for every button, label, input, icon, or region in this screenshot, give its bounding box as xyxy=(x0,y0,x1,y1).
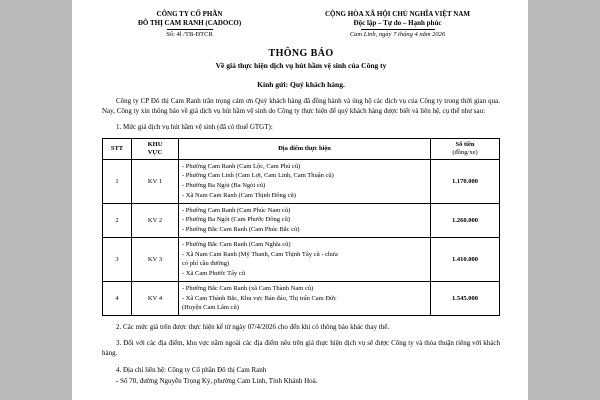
row-amount: 1.410.000 xyxy=(431,237,500,281)
section-4: 4. Địa chỉ liên hệ: Công ty Cổ phần Đô thị Cam Ranh xyxy=(116,365,267,374)
row-locations xyxy=(179,281,431,315)
table-row xyxy=(103,159,500,203)
row-stt: 4 xyxy=(103,281,132,315)
location-line: - Phường Cam Ranh (Cam Phúc Nam cũ) xyxy=(182,206,291,214)
nation-line-1: CỘNG HÒA XÃ HỘI CHỦ NGHĨA VIỆT NAM xyxy=(324,10,470,18)
row-amount: 1.260.000 xyxy=(431,203,500,237)
company-line-2: ĐÔ THỊ CAM RANH (CADOCO) xyxy=(137,18,242,27)
row-khuvuc: KV 2 xyxy=(132,203,179,237)
col-header-location: Địa điểm thực hiện xyxy=(179,139,431,160)
document-page xyxy=(72,0,528,400)
location-line: - Phường Cam Ranh (Cam Lộc, Cam Phú cũ) xyxy=(182,162,301,170)
col-header-amount-unit: (đồng/xe) xyxy=(452,148,478,156)
row-amount: 1.545.000 xyxy=(431,281,500,315)
section-4-address: - Số 70, đường Nguyễn Trọng Kỷ, phường Cam Linh, Tỉnh Khánh Hoà. xyxy=(116,376,318,385)
intro-paragraph: Công ty CP Đô thị Cam Ranh trân trọng cảm ơn Quý khách hàng đã đồng hành và ủng hộ các dịch vụ của Công ty trong thời gian qua. Nay, Công ty xin thông báo về giá dịch vụ hút hầm vệ sinh do Công ty thực hiện để quý khách hàng được biết và liên hệ, cụ thể như sau: xyxy=(102,96,500,115)
nation-underline xyxy=(361,29,435,30)
section-1-heading: 1. Mức giá dịch vụ hút hầm vệ sinh (đã có thuế GTGT): xyxy=(116,122,273,131)
location-line: (Huyện Cam Lâm cũ) xyxy=(182,304,239,312)
page-subtitle: Về giá thực hiện dịch vụ hút hầm vệ sinh của Công ty xyxy=(215,60,387,70)
nation-block xyxy=(295,10,500,39)
table-header-row xyxy=(103,139,500,160)
col-header-stt: STT xyxy=(103,139,132,160)
company-block xyxy=(102,10,277,39)
document-number: Số: 4l /TB-ĐTCR xyxy=(166,30,213,38)
col-header-amount-label: Số tiền xyxy=(455,141,475,149)
nation-line-2: Độc lập – Tự do – Hạnh phúc xyxy=(353,18,442,27)
title-block xyxy=(102,48,500,70)
page-title: THÔNG BÁO xyxy=(268,47,334,59)
col-header-khuvuc: KHU VỰC xyxy=(132,139,179,160)
location-line: - Phường Ba Ngòi (Ba Ngòi cũ) xyxy=(182,182,266,190)
document-header xyxy=(102,10,500,39)
row-locations xyxy=(179,203,431,237)
row-stt: 2 xyxy=(103,203,132,237)
location-line: - Phường Cam Linh (Cam Lợi, Cam Linh, Cam Thuận cũ) xyxy=(182,172,334,180)
col-header-amount xyxy=(431,139,500,160)
row-khuvuc: KV 3 xyxy=(132,237,179,281)
row-amount: 1.170.000 xyxy=(431,159,500,203)
location-line: có phí cầu đường) xyxy=(182,260,230,268)
place-date: Cam Linh, ngày 7 tháng 4 năm 2026 xyxy=(349,30,446,38)
document-footer-sections xyxy=(102,322,500,386)
row-locations xyxy=(179,237,431,281)
location-line: - Xã Cam Phước Tây cũ xyxy=(182,270,245,278)
company-underline xyxy=(167,29,213,30)
location-line: - Xã Cam Thành Bắc, Khu vực Bán đảo, Thị trấn Cam Đức xyxy=(182,294,337,302)
section-2: 2. Các mức giá trên được thực hiện kể từ ngày 07/4/2026 cho đến khi có thông báo khác thay thế. xyxy=(116,323,390,332)
location-line: - Phường Ba Ngòi (Cam Phước Đông cũ) xyxy=(182,216,290,224)
location-line: - Phường Bắc Cam Ranh (Cam Phúc Bắc cũ) xyxy=(182,226,300,234)
row-stt: 3 xyxy=(103,237,132,281)
row-khuvuc: KV 1 xyxy=(132,159,179,203)
location-line: - Xã Nam Cam Ranh (Cam Thịnh Đông cũ) xyxy=(182,191,296,199)
row-stt: 1 xyxy=(103,159,132,203)
tariff-table xyxy=(102,138,500,316)
location-line: - Xã Nam Cam Ranh (Mỹ Thanh, Cam Thịnh Tây cũ - chưa xyxy=(182,250,338,258)
location-line: - Phường Bắc Cam Ranh (xã Cam Thành Nam cũ) xyxy=(182,284,314,292)
row-locations xyxy=(179,159,431,203)
row-khuvuc: KV 4 xyxy=(132,281,179,315)
location-line: - Phường Bắc Cam Ranh (Cam Nghĩa cũ) xyxy=(182,240,291,248)
table-row xyxy=(103,237,500,281)
table-row xyxy=(103,281,500,315)
section-3: 3. Đối với các địa điểm, khu vực nằm ngoài các địa điểm nêu trên giá thực hiện dịch vụ sẽ được Công ty và thỏa thuận riêng với khách hàng. xyxy=(102,339,500,358)
company-line-1: CÔNG TY CỔ PHẦN xyxy=(156,10,223,18)
greeting-line: Kính gửi: Quý khách hàng. xyxy=(257,79,345,89)
table-row xyxy=(103,203,500,237)
